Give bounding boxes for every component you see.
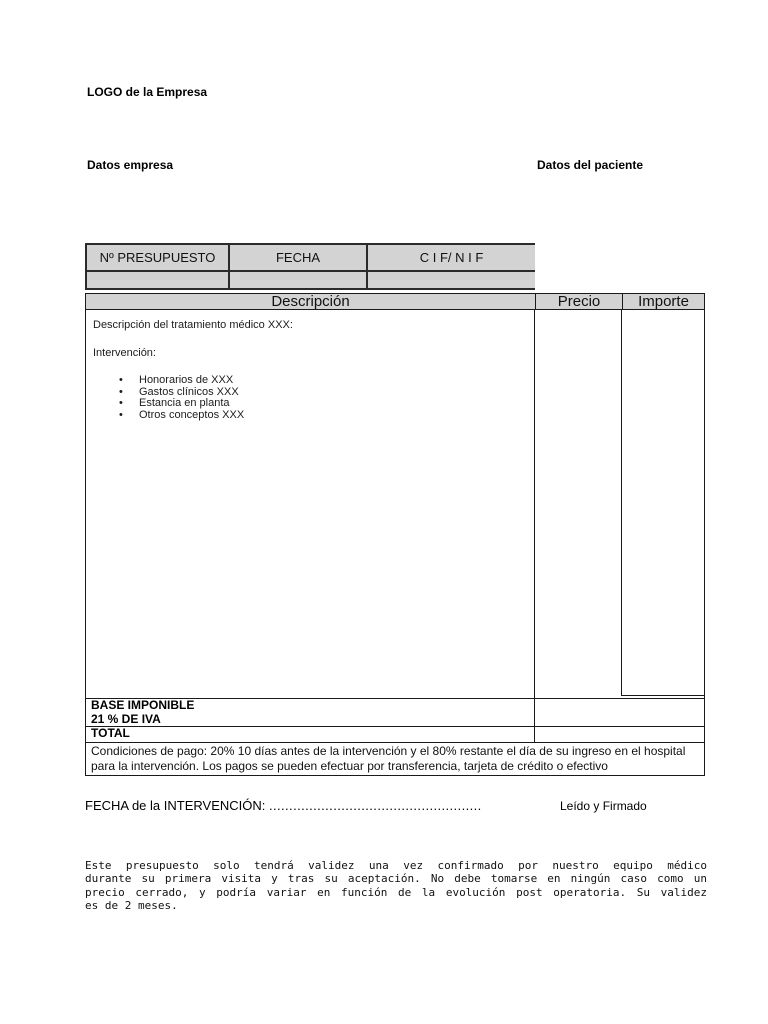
intervention-date-dotted-line: ..................................................... [269, 798, 482, 813]
budget-info-table [85, 243, 535, 290]
total-row [85, 727, 705, 743]
date-header: FECHA [228, 245, 366, 270]
payment-conditions-box: Condiciones de pago: 20% 10 días antes de la intervención y el 80% restante el día de su ingreso en el hospital para la intervención. Los pagos se pueden efectuar por transferencia, tarjeta de crédito o efectivo [85, 743, 705, 776]
price-column-header: Precio [536, 294, 623, 309]
treatment-description-text: Descripción del tratamiento médico XXX: [93, 319, 293, 331]
list-item: • Estancia en planta [139, 398, 534, 410]
validity-note-line: es de 2 meses. [85, 899, 178, 913]
signature-section [85, 798, 705, 814]
validity-note-line: precio cerrado, y podría variar en función de la evolución post operatoria. Su validez [85, 885, 707, 899]
cif-nif-header: C I F/ N I F [366, 245, 535, 270]
list-item: • Otros conceptos XXX [139, 410, 534, 422]
base-imponible-row [85, 699, 705, 714]
base-imponible-label: BASE IMPONIBLE [91, 698, 195, 712]
intervention-date-label: FECHA de la INTERVENCIÓN: [85, 798, 266, 813]
description-column-header: Descripción [86, 294, 536, 309]
company-logo-placeholder: LOGO de la Empresa [87, 85, 208, 99]
company-data-label: Datos empresa [87, 158, 174, 172]
items-table-body [85, 310, 705, 699]
price-column-divider [534, 310, 535, 698]
total-label: TOTAL [91, 726, 130, 740]
list-item: • Gastos clínicos XXX [139, 387, 534, 399]
validity-note-line: durante su primera visita y tras su aceptación. No debe tomarse en ningún caso como un [85, 872, 707, 886]
iva-label: 21 % DE IVA [91, 712, 161, 726]
total-value-cell [538, 727, 704, 742]
amount-column-header: Importe [638, 294, 689, 309]
cif-nif-value-cell [366, 270, 535, 288]
items-table-header [85, 293, 705, 310]
read-and-signed-label: Leído y Firmado [560, 799, 647, 813]
budget-number-value-cell [87, 270, 228, 288]
base-imponible-value-cell [538, 699, 704, 713]
iva-value-cell [538, 713, 704, 726]
validity-note [85, 859, 707, 913]
patient-data-label: Datos del paciente [537, 158, 644, 172]
summary-divider [534, 713, 535, 726]
budget-number-header: Nº PRESUPUESTO [87, 245, 228, 270]
date-value-cell [228, 270, 366, 288]
summary-divider [534, 699, 535, 713]
intervention-items-list [86, 375, 534, 421]
description-cell [86, 310, 534, 421]
amount-column-divider [621, 310, 622, 696]
iva-row [85, 713, 705, 727]
summary-divider [534, 727, 535, 742]
amount-column-bottom-border [621, 695, 704, 696]
list-item: • Honorarios de XXX [139, 375, 534, 387]
intervention-label: Intervención: [93, 347, 156, 359]
validity-note-line: Este presupuesto solo tendrá validez una vez confirmado por nuestro equipo médico [85, 859, 707, 872]
